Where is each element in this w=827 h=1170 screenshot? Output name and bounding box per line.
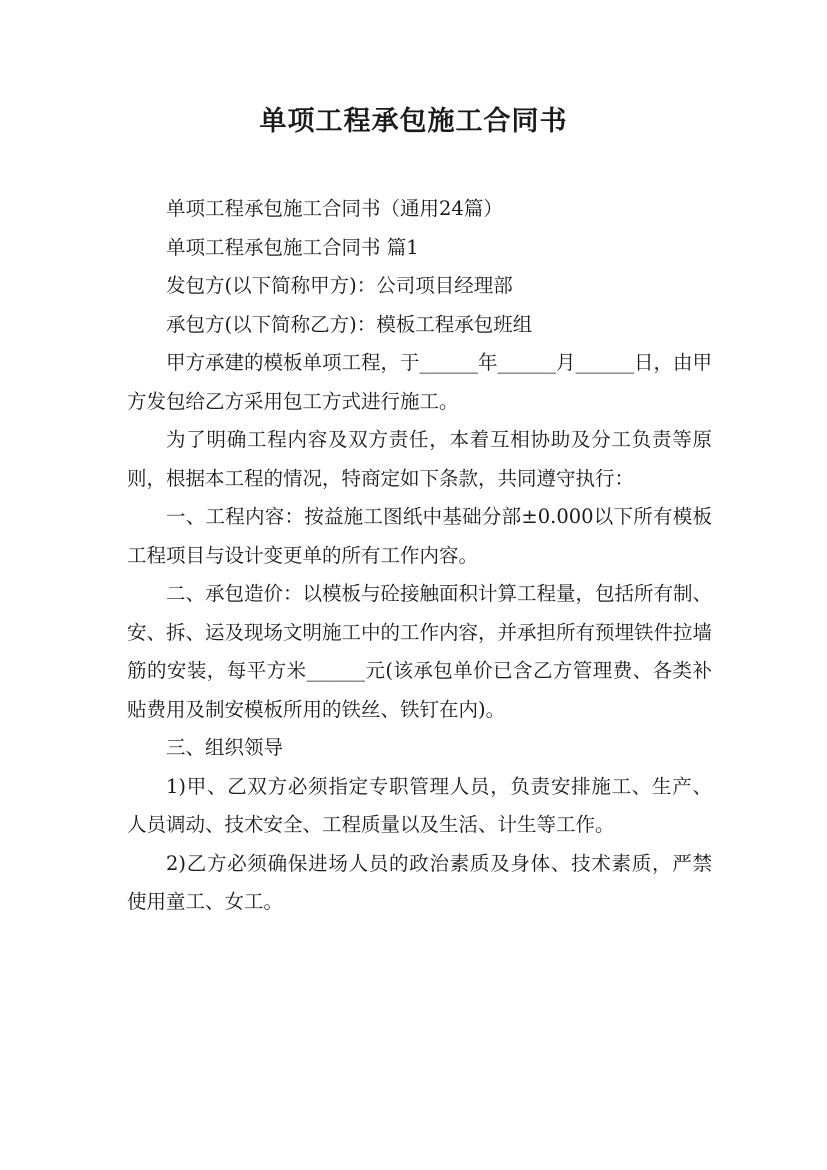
- paragraph-party-a: 发包方(以下简称甲方)：公司项目经理部: [166, 274, 513, 297]
- paragraph-clause-1: 一、工程内容：按益施工图纸中基础分部±0.000以下所有模板工程项目与设计变更单的所有工作内容。: [127, 505, 712, 567]
- paragraph-purpose: 为了明确工程内容及双方责任，本着互相协助及分工负责等原则，根据本工程的情况，特商定如下条款，共同遵守执行：: [127, 428, 712, 490]
- paragraph-party-b: 承包方(以下简称乙方)：模板工程承包班组: [166, 312, 533, 336]
- paragraph-clause-3-1: 1)甲、乙双方必须指定专职管理人员，负责安排施工、生产、人员调动、技术安全、工程质量以及生活、计生等工作。: [127, 774, 712, 836]
- paragraph-subtitle: 单项工程承包施工合同书（通用24篇）: [166, 197, 503, 220]
- document-body: [127, 190, 712, 922]
- paragraph-clause-3: 三、组织领导: [166, 736, 284, 759]
- paragraph-clause-3-2: 2)乙方必须确保进场人员的政治素质及身体、技术素质，严禁使用童工、女工。: [127, 851, 712, 913]
- paragraph-heading: 单项工程承包施工合同书 篇1: [166, 235, 419, 259]
- paragraph-clause-2: 二、承包造价：以模板与砼接触面积计算工程量，包括所有制、安、拆、运及现场文明施工中的工作内容，并承担所有预埋铁件拉墙筋的安装，每平方米______元(该承包单价已含乙方管理费、各类补贴费用及制安模板所用的铁丝、铁钉在内)。: [127, 582, 713, 721]
- document-title: 单项工程承包施工合同书: [259, 106, 568, 137]
- paragraph-date: 甲方承建的模板单项工程，于______年______月______日，由甲方发包给乙方采用包工方式进行施工。: [127, 351, 713, 413]
